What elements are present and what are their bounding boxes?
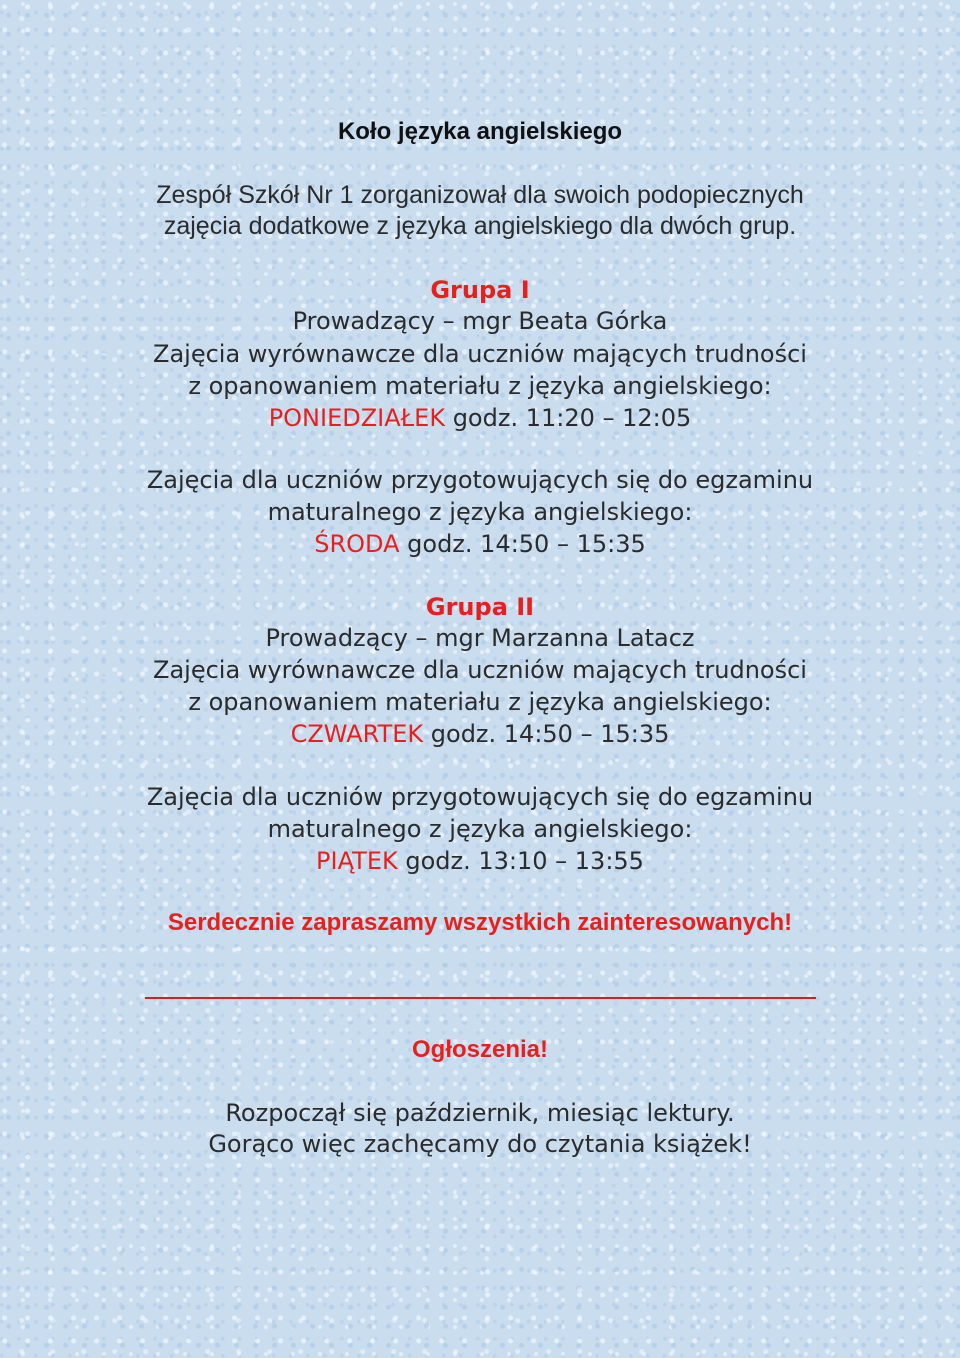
announcements-title: Ogłoszenia!: [411, 1036, 549, 1063]
announcement-line-2: Gorąco więc zachęcamy do czytania książek!: [208, 1130, 752, 1158]
section-divider: [145, 997, 816, 999]
closing-invitation: Serdecznie zapraszamy wszystkich zainteresowanych!: [167, 909, 793, 936]
group2-session2-line2: maturalnego z języka angielskiego:: [267, 815, 693, 843]
group1-session1-day: PONIEDZIAŁEK: [268, 404, 446, 432]
group2-session1-line1: Zajęcia wyrównawcze dla uczniów mających trudności: [153, 656, 807, 684]
group2-session2-line1: Zajęcia dla uczniów przygotowujących się do egzaminu: [146, 783, 814, 811]
group1-session1-line1: Zajęcia wyrównawcze dla uczniów mających trudności: [153, 340, 807, 368]
group1-session1-time: godz. 11:20 – 12:05: [445, 404, 692, 432]
group2-session1-time: godz. 14:50 – 15:35: [423, 720, 670, 748]
group2-title: Grupa II: [425, 593, 535, 621]
group2-session2-time: godz. 13:10 – 13:55: [397, 847, 644, 875]
group1-session2-schedule: [0, 529, 960, 559]
announcement-line-1: Rozpoczął się październik, miesiąc lektury.: [225, 1099, 735, 1127]
group1-title: Grupa I: [430, 276, 530, 304]
group2-session1-day: CZWARTEK: [290, 720, 424, 748]
group1-session2-line1: Zajęcia dla uczniów przygotowujących się do egzaminu: [146, 466, 814, 494]
group2-session2-day: PIĄTEK: [316, 847, 398, 875]
group1-session1-line2: z opanowaniem materiału z języka angielskiego:: [188, 372, 772, 400]
intro-line-1: Zespół Szkół Nr 1 zorganizował dla swoich podopiecznych: [156, 181, 804, 209]
group1-session1-schedule: [0, 403, 960, 433]
group2-session1-schedule: [0, 719, 960, 749]
group1-session2-line2: maturalnego z języka angielskiego:: [267, 498, 693, 526]
group2-session1-line2: z opanowaniem materiału z języka angielskiego:: [188, 688, 772, 716]
group1-leader: Prowadzący – mgr Beata Górka: [292, 307, 668, 335]
group2-session2-schedule: [0, 846, 960, 876]
group1-session2-time: godz. 14:50 – 15:35: [399, 530, 646, 558]
page-title: Koło języka angielskiego: [337, 118, 623, 145]
intro-line-2: zajęcia dodatkowe z języka angielskiego dla dwóch grup.: [163, 212, 797, 240]
group2-leader: Prowadzący – mgr Marzanna Latacz: [265, 624, 695, 652]
group1-session2-day: ŚRODA: [314, 530, 400, 558]
